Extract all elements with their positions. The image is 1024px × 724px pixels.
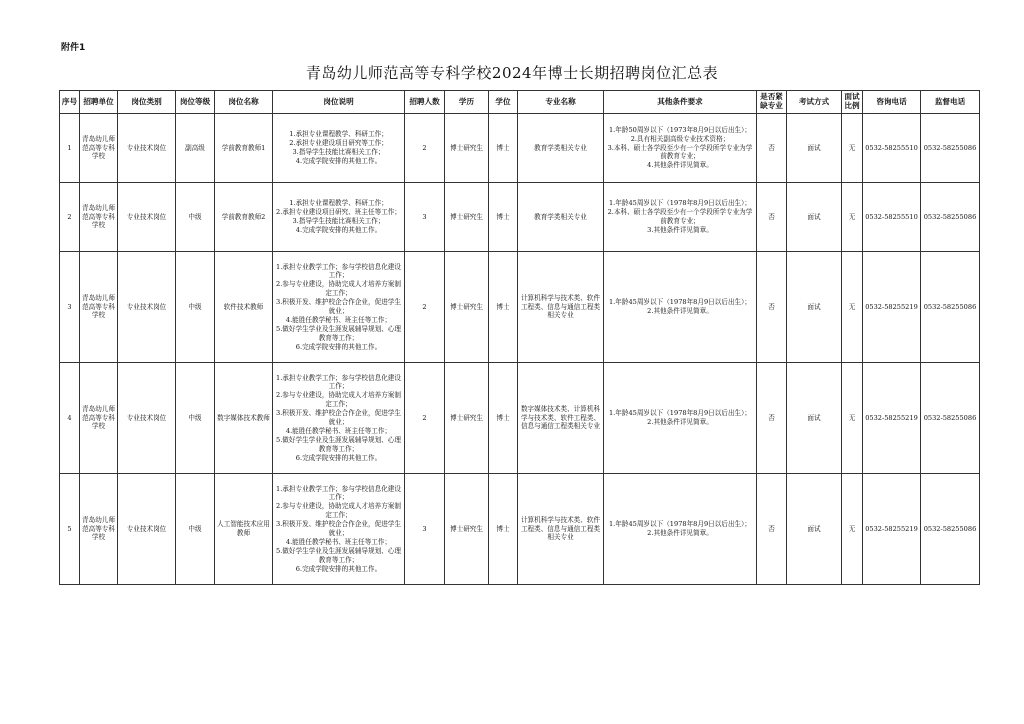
other-cell: [604, 474, 757, 585]
table-row: [60, 114, 980, 183]
desc-cell: [273, 252, 405, 363]
category-cell: 专业技术岗位: [118, 183, 176, 252]
level-cell: 中级: [176, 363, 215, 474]
ratio-cell: 无: [842, 363, 863, 474]
seq-cell: 2: [60, 183, 80, 252]
table-row: [60, 183, 980, 252]
header-cell: 面试比例: [842, 91, 863, 114]
supervise-phone-cell: 0532-58255086: [921, 114, 980, 183]
desc-line: 3.积极开发、维护校企合作企业，促进学生就业；: [276, 409, 401, 426]
table-header-row: [60, 91, 980, 114]
desc-cell: [273, 183, 405, 252]
shortage-cell: 否: [757, 252, 787, 363]
other-line: 3.其他条件详见简章。: [647, 225, 713, 234]
header-cell: 监督电话: [921, 91, 980, 114]
desc-line: 2.参与专业建设，协助完成人才培养方案制定工作；: [276, 391, 401, 409]
desc-cell: [273, 474, 405, 585]
other-cell: [604, 114, 757, 183]
desc-line: 2.承担专业建设项目研究等工作；: [289, 139, 388, 148]
other-cell: [604, 363, 757, 474]
education-cell: 博士研究生: [445, 252, 489, 363]
other-line: 1.年龄45周岁以下（1978年8月9日以后出生）；: [608, 409, 752, 418]
seq-cell: 4: [60, 363, 80, 474]
attachment-label: 附件1: [61, 43, 86, 53]
count-cell: 2: [405, 363, 445, 474]
other-line: 2.具有相关副高级专业技术资格；: [630, 134, 730, 143]
unit-cell: 青岛幼儿师范高等专科学校: [80, 114, 118, 183]
level-cell: 中级: [176, 252, 215, 363]
seq-cell: 1: [60, 114, 80, 183]
level-cell: 中级: [176, 474, 215, 585]
header-cell: 序号: [60, 91, 80, 114]
supervise-phone-cell: 0532-58255086: [921, 474, 980, 585]
desc-line: 6.完成学院安排的其他工作。: [295, 564, 382, 573]
other-line: 2.其他条件详见简章。: [647, 307, 713, 315]
ratio-cell: 无: [842, 114, 863, 183]
desc-line: 4.完成学院安排的其他工作。: [295, 156, 382, 165]
header-cell: 其他条件要求: [604, 91, 757, 114]
other-line: 3.本科、硕士各学段至少有一个学段所学专业为学前教育专业；: [607, 143, 753, 161]
ratio-cell: 无: [842, 252, 863, 363]
category-cell: 专业技术岗位: [118, 474, 176, 585]
header-cell: 岗位说明: [273, 91, 405, 114]
unit-cell: 青岛幼儿师范高等专科学校: [80, 474, 118, 585]
other-cell: [604, 183, 757, 252]
ratio-cell: 无: [842, 183, 863, 252]
post-cell: 学前教育教师2: [215, 183, 273, 252]
consult-phone-cell: 0532-58255510: [863, 114, 921, 183]
post-cell: 软件技术教师: [215, 252, 273, 363]
unit-cell: 青岛幼儿师范高等专科学校: [80, 363, 118, 474]
desc-line: 1.承担专业教学工作；参与学校信息化建设工作；: [276, 373, 401, 391]
desc-line: 4.能胜任教学秘书、班主任等工作；: [285, 537, 392, 546]
header-cell: 招聘人数: [405, 91, 445, 114]
shortage-cell: 否: [757, 114, 787, 183]
desc-line: 2.参与专业建设，协助完成人才培养方案制定工作；: [276, 502, 401, 520]
other-line: 4.其他条件详见简章。: [647, 161, 713, 170]
exam-cell: 面试: [787, 252, 842, 363]
header-cell: 考试方式: [787, 91, 842, 114]
major-cell: 教育学类相关专业: [518, 114, 604, 183]
category-cell: 专业技术岗位: [118, 114, 176, 183]
exam-cell: 面试: [787, 183, 842, 252]
major-cell: 教育学类相关专业: [518, 183, 604, 252]
degree-cell: 博士: [489, 363, 518, 474]
desc-line: 5.做好学生学业及生涯发展辅导规划、心理教育等工作；: [276, 435, 401, 453]
desc-line: 5.做好学生学业及生涯发展辅导规划、心理教育等工作；: [276, 324, 401, 342]
degree-cell: 博士: [489, 183, 518, 252]
education-cell: 博士研究生: [445, 474, 489, 585]
other-line: 2.本科、硕士各学段至少有一个学段所学专业为学前教育专业；: [607, 208, 753, 225]
unit-cell: 青岛幼儿师范高等专科学校: [80, 252, 118, 363]
desc-line: 2.参与专业建设，协助完成人才培养方案制定工作；: [276, 280, 401, 298]
desc-line: 6.完成学院安排的其他工作。: [295, 342, 382, 351]
count-cell: 3: [405, 474, 445, 585]
other-line: 1.年龄45周岁以下（1978年8月9日以后出生）；: [608, 520, 752, 529]
consult-phone-cell: 0532-58255510: [863, 183, 921, 252]
education-cell: 博士研究生: [445, 114, 489, 183]
consult-phone-cell: 0532-58255219: [863, 252, 921, 363]
table-row: [60, 252, 980, 363]
table-row: [60, 363, 980, 474]
degree-cell: 博士: [489, 252, 518, 363]
other-line: 1.年龄50周岁以下（1973年8月9日以后出生）；: [608, 125, 752, 134]
post-cell: 学前教育教师1: [215, 114, 273, 183]
education-cell: 博士研究生: [445, 363, 489, 474]
shortage-cell: 否: [757, 183, 787, 252]
desc-line: 2.承担专业建设项目研究、班主任等工作；: [276, 208, 401, 217]
header-cell: 岗位类别: [118, 91, 176, 114]
desc-line: 1.承担专业课程教学、科研工作；: [289, 199, 388, 208]
level-cell: 中级: [176, 183, 215, 252]
count-cell: 3: [405, 183, 445, 252]
major-cell: 数字媒体技术类、计算机科学与技术类、软件工程类、信息与通信工程类相关专业: [518, 363, 604, 474]
header-cell: 学历: [445, 91, 489, 114]
header-cell: 是否紧缺专业: [757, 91, 787, 114]
education-cell: 博士研究生: [445, 183, 489, 252]
post-cell: 人工智能技术应用教师: [215, 474, 273, 585]
count-cell: 2: [405, 114, 445, 183]
desc-line: 1.承担专业教学工作；参与学校信息化建设工作；: [276, 484, 401, 502]
desc-line: 1.承担专业课程教学、科研工作；: [289, 130, 388, 139]
page-title: 青岛幼儿师范高等专科学校2024年博士长期招聘岗位汇总表: [305, 64, 719, 82]
shortage-cell: 否: [757, 363, 787, 474]
desc-line: 6.完成学院安排的其他工作。: [295, 453, 382, 462]
supervise-phone-cell: 0532-58255086: [921, 363, 980, 474]
table-row: [60, 474, 980, 585]
desc-line: 4.完成学院安排的其他工作。: [295, 225, 382, 234]
desc-line: 4.能胜任教学秘书、班主任等工作；: [285, 426, 392, 435]
exam-cell: 面试: [787, 114, 842, 183]
other-line: 2.其他条件详见简章。: [647, 418, 713, 426]
other-line: 1.年龄45周岁以下（1978年8月9日以后出生）；: [608, 298, 752, 307]
category-cell: 专业技术岗位: [118, 363, 176, 474]
major-cell: 计算机科学与技术类、软件工程类、信息与通信工程类相关专业: [518, 252, 604, 363]
unit-cell: 青岛幼儿师范高等专科学校: [80, 183, 118, 252]
seq-cell: 5: [60, 474, 80, 585]
desc-line: 3.积极开发、维护校企合作企业，促进学生就业；: [276, 298, 401, 315]
consult-phone-cell: 0532-58255219: [863, 474, 921, 585]
desc-line: 3.指导学生技能比赛相关工作；: [292, 148, 385, 156]
header-cell: 招聘单位: [80, 91, 118, 114]
supervise-phone-cell: 0532-58255086: [921, 183, 980, 252]
header-cell: 岗位等级: [176, 91, 215, 114]
header-cell: 岗位名称: [215, 91, 273, 114]
desc-line: 4.能胜任教学秘书、班主任等工作；: [285, 315, 392, 324]
desc-line: 3.积极开发、维护校企合作企业，促进学生就业；: [276, 520, 401, 537]
header-cell: 咨询电话: [863, 91, 921, 114]
desc-line: 1.承担专业教学工作；参与学校信息化建设工作；: [276, 262, 401, 280]
major-cell: 计算机科学与技术类、软件工程类、信息与通信工程类相关专业: [518, 474, 604, 585]
other-line: 2.其他条件详见简章。: [647, 529, 713, 537]
other-cell: [604, 252, 757, 363]
desc-line: 3.指导学生技能比赛相关工作；: [292, 217, 385, 225]
category-cell: 专业技术岗位: [118, 252, 176, 363]
degree-cell: 博士: [489, 114, 518, 183]
shortage-cell: 否: [757, 474, 787, 585]
consult-phone-cell: 0532-58255219: [863, 363, 921, 474]
supervise-phone-cell: 0532-58255086: [921, 252, 980, 363]
exam-cell: 面试: [787, 363, 842, 474]
seq-cell: 3: [60, 252, 80, 363]
header-cell: 专业名称: [518, 91, 604, 114]
other-line: 1.年龄45周岁以下（1978年8月9日以后出生）；: [608, 199, 752, 208]
desc-line: 5.做好学生学业及生涯发展辅导规划、心理教育等工作；: [276, 546, 401, 564]
ratio-cell: 无: [842, 474, 863, 585]
positions-table: [59, 90, 980, 585]
desc-cell: [273, 363, 405, 474]
header-cell: 学位: [489, 91, 518, 114]
desc-cell: [273, 114, 405, 183]
count-cell: 2: [405, 252, 445, 363]
exam-cell: 面试: [787, 474, 842, 585]
degree-cell: 博士: [489, 474, 518, 585]
level-cell: 副高级: [176, 114, 215, 183]
post-cell: 数字媒体技术教师: [215, 363, 273, 474]
